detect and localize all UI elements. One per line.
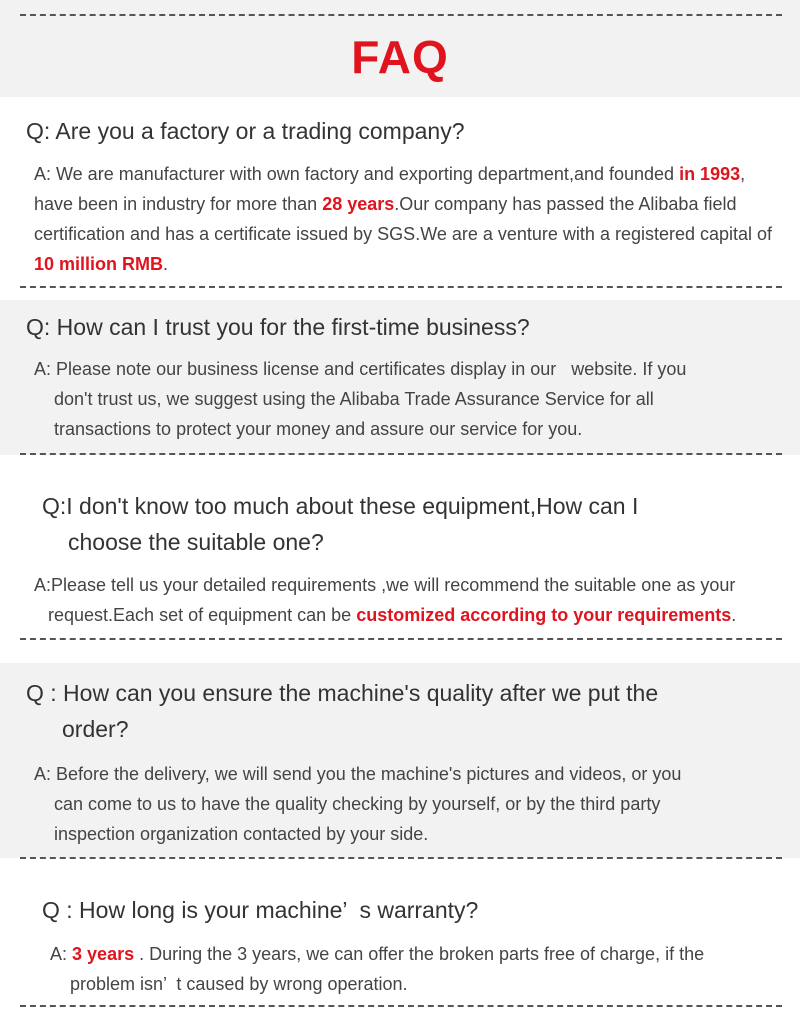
answer-line: can come to us to have the quality checking by yourself, or by the third party: [54, 794, 661, 814]
answer-text: . During the 3 years, we can offer the broken parts free of charge, if the: [139, 944, 705, 964]
faq-answer-2: [34, 354, 784, 444]
answer-line: inspection organization contacted by your side.: [54, 824, 429, 844]
highlight-year: in 1993: [679, 164, 741, 184]
faq-question-4: [26, 675, 786, 747]
divider: [20, 1005, 782, 1007]
divider: [20, 453, 782, 455]
faq-question-3: [42, 488, 782, 560]
faq-question-5: Q : How long is your machine’ s warranty?: [42, 897, 479, 923]
divider: [20, 638, 782, 640]
answer-line: don't trust us, we suggest using the Alibaba Trade Assurance Service for all: [54, 389, 654, 409]
question-line: Q : How can you ensure the machine's quality after we put the: [26, 680, 659, 706]
answer-text: A: We are manufacturer with own factory and exporting department,and founded: [34, 164, 675, 184]
faq-answer-5: [50, 939, 790, 999]
divider: [20, 14, 782, 16]
answer-line: transactions to protect your money and assure our service for you.: [54, 419, 583, 439]
answer-line: [34, 600, 794, 630]
answer-line: problem isn’ t caused by wrong operation.: [70, 974, 408, 994]
answer-line: A: Before the delivery, we will send you the machine's pictures and videos, or you: [34, 764, 682, 784]
question-line: order?: [62, 716, 129, 742]
answer-line: A: Please note our business license and certificates display in our website. If you: [34, 359, 687, 379]
answer-text: , have been in industry for more than: [34, 164, 746, 214]
answer-line: A:Please tell us your detailed requirements ,we will recommend the suitable one as your: [34, 575, 736, 595]
answer-text: .Our company has passed the Alibaba field certification and has a certificate issued by SGS.We are a venture with a registered capital of: [34, 194, 773, 244]
question-line: choose the suitable one?: [68, 529, 324, 555]
faq-answer-3: [34, 570, 794, 630]
highlight-capital: 10 million RMB: [34, 254, 164, 274]
answer-line: [50, 939, 790, 969]
highlight-years: 28 years: [322, 194, 395, 214]
faq-question-2: Q: How can I trust you for the first-time business?: [26, 314, 530, 340]
highlight-custom: customized according to your requirements: [356, 605, 732, 625]
divider: [20, 857, 782, 859]
question-line: Q:I don't know too much about these equipment,How can I: [42, 493, 639, 519]
divider: [20, 286, 782, 288]
faq-question-1: Q: Are you a factory or a trading company?: [26, 118, 465, 144]
answer-text: request.Each set of equipment can be: [48, 605, 352, 625]
answer-text: A:: [50, 944, 68, 964]
faq-answer-1: [34, 159, 774, 279]
page-title: FAQ: [351, 31, 449, 83]
highlight-warranty: 3 years: [72, 944, 135, 964]
answer-text: .: [731, 605, 737, 625]
faq-answer-4: [34, 759, 784, 849]
answer-text: .: [163, 254, 169, 274]
